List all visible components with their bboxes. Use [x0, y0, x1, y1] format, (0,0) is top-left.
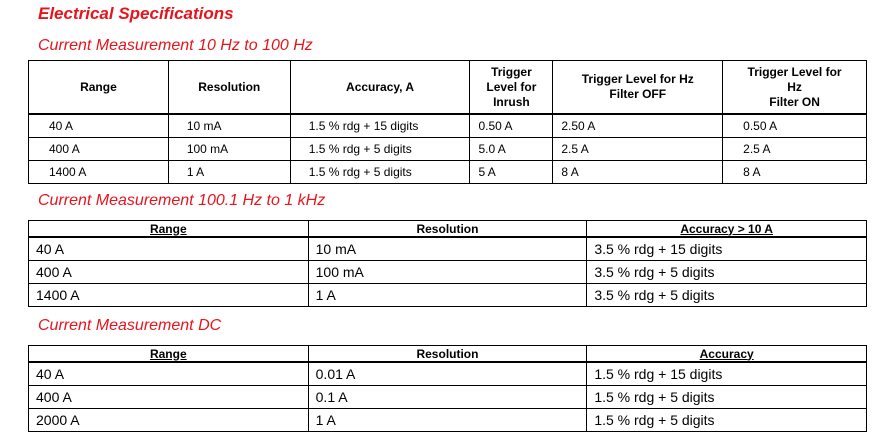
- header-resolution: Resolution: [308, 221, 587, 238]
- section-heading-100hz-1khz: Current Measurement 100.1 Hz to 1 kHz: [38, 192, 326, 209]
- table-header-row: [29, 346, 867, 363]
- header-accuracy: Accuracy > 10 A: [587, 221, 867, 238]
- cell-accuracy: 1.5 % rdg + 5 digits: [587, 386, 867, 409]
- cell-accuracy: 1.5 % rdg + 5 digits: [290, 161, 470, 184]
- cell-range: 40 A: [29, 362, 309, 386]
- page-title: Electrical Specifications: [38, 4, 234, 23]
- header-resolution: Resolution: [308, 346, 587, 363]
- cell-trigger-on: 8 A: [723, 161, 867, 184]
- cell-resolution: 10 mA: [168, 114, 290, 138]
- cell-trigger-off: 2.50 A: [553, 114, 723, 138]
- cell-accuracy: 3.5 % rdg + 5 digits: [587, 261, 867, 284]
- cell-resolution: 1 A: [308, 284, 587, 307]
- current-10hz-100hz-table: [28, 60, 867, 184]
- table-row: [29, 161, 867, 184]
- cell-range: 400 A: [29, 261, 309, 284]
- cell-resolution: 100 mA: [168, 138, 290, 161]
- cell-resolution: 0.1 A: [308, 386, 587, 409]
- cell-accuracy: 1.5 % rdg + 5 digits: [290, 138, 470, 161]
- table-row: [29, 237, 867, 261]
- header-trigger-hz-filter-on: Trigger Level for Hz Filter ON: [723, 61, 867, 115]
- cell-resolution: 1 A: [308, 409, 587, 432]
- cell-resolution: 100 mA: [308, 261, 587, 284]
- header-trigger-hz-filter-off: Trigger Level for Hz Filter OFF: [553, 61, 723, 115]
- cell-resolution: 10 mA: [308, 237, 587, 261]
- cell-resolution: 0.01 A: [308, 362, 587, 386]
- cell-accuracy: 1.5 % rdg + 5 digits: [587, 409, 867, 432]
- header-accuracy: Accuracy, A: [290, 61, 470, 115]
- cell-trigger-inrush: 5.0 A: [470, 138, 553, 161]
- cell-range: 2000 A: [29, 409, 309, 432]
- cell-accuracy: 1.5 % rdg + 15 digits: [290, 114, 470, 138]
- table-row: [29, 409, 867, 432]
- cell-range: 400 A: [29, 386, 309, 409]
- header-trigger-inrush: Trigger Level for Inrush: [470, 61, 553, 115]
- current-dc-table: [28, 345, 867, 432]
- table-row: [29, 114, 867, 138]
- cell-resolution: 1 A: [168, 161, 290, 184]
- header-range: Range: [29, 61, 169, 115]
- header-range: Range: [29, 346, 309, 363]
- cell-trigger-off: 2.5 A: [553, 138, 723, 161]
- cell-range: 1400 A: [29, 284, 309, 307]
- cell-trigger-inrush: 5 A: [470, 161, 553, 184]
- section-heading-dc: Current Measurement DC: [38, 317, 222, 334]
- header-accuracy: Accuracy: [587, 346, 867, 363]
- cell-accuracy: 1.5 % rdg + 15 digits: [587, 362, 867, 386]
- section-heading-10hz-100hz: Current Measurement 10 Hz to 100 Hz: [38, 37, 313, 54]
- table-row: [29, 386, 867, 409]
- cell-trigger-inrush: 0.50 A: [470, 114, 553, 138]
- cell-trigger-on: 2.5 A: [723, 138, 867, 161]
- cell-accuracy: 3.5 % rdg + 15 digits: [587, 237, 867, 261]
- table-row: [29, 362, 867, 386]
- cell-trigger-on: 0.50 A: [723, 114, 867, 138]
- cell-range: 1400 A: [29, 161, 169, 184]
- current-100hz-1khz-table: [28, 220, 867, 307]
- cell-range: 40 A: [29, 237, 309, 261]
- cell-range: 40 A: [29, 114, 169, 138]
- table-header-row: [29, 221, 867, 238]
- table-header-row: [29, 61, 867, 115]
- table-row: [29, 138, 867, 161]
- cell-accuracy: 3.5 % rdg + 5 digits: [587, 284, 867, 307]
- table-row: [29, 284, 867, 307]
- cell-range: 400 A: [29, 138, 169, 161]
- cell-trigger-off: 8 A: [553, 161, 723, 184]
- table-row: [29, 261, 867, 284]
- header-resolution: Resolution: [168, 61, 290, 115]
- header-range: Range: [29, 221, 309, 238]
